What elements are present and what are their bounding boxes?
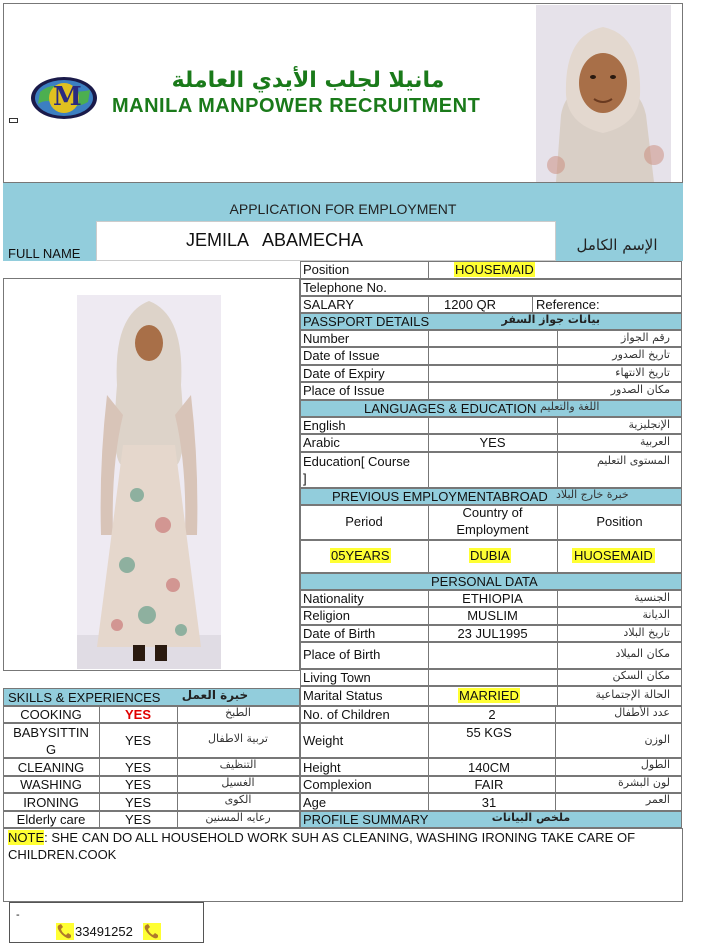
weight-arabic: الوزن (644, 733, 670, 746)
arabic-arabic: العربية (639, 435, 670, 448)
skill-elderly-value: YES (124, 812, 151, 827)
portrait-photo (536, 5, 671, 182)
company-name-english: MANILA MANPOWER RECRUITMENT (112, 95, 481, 117)
english-label: English (303, 418, 346, 433)
education-label: Education[ Course (303, 454, 410, 469)
english-arabic: الإنجليزية (628, 418, 670, 431)
profile-summary-label: PROFILE SUMMARY (303, 812, 429, 827)
skill-cooking-label: COOKING (20, 707, 82, 722)
note-label: NOTE (8, 830, 45, 845)
religion-value: MUSLIM (467, 608, 518, 623)
religion-label: Religion (303, 608, 350, 623)
company-name-arabic: مانيلا لجلب الأيدي العاملة (171, 68, 445, 93)
full-name-value: JEMILA ABAMECHA (186, 230, 364, 250)
skill-ironing-arabic: الكوى (224, 793, 252, 806)
arabic-value: YES (479, 435, 506, 450)
logo-letter: M (53, 82, 82, 112)
date-of-expiry-arabic: تاريخ الانتهاء (615, 366, 670, 379)
date-of-expiry-label: Date of Expiry (303, 366, 385, 381)
education-arabic: المستوى التعليم (596, 454, 670, 467)
height-arabic: الطول (640, 758, 670, 771)
passport-header-label: PASSPORT DETAILS (303, 314, 430, 329)
previous-employment-arabic: خبرة خارج البلاد (556, 488, 629, 501)
salary-label: SALARY (303, 297, 355, 312)
nationality-arabic: الجنسية (634, 591, 670, 604)
phone-icon (56, 923, 74, 940)
period-column-header: Period (345, 514, 383, 529)
note-body: : SHE CAN DO ALL HOUSEHOLD WORK SUH AS CLEANING, WASHING IRONING TAKE CARE OF CHILDREN.COOK (8, 830, 636, 862)
age-label: Age (303, 795, 327, 810)
skill-elderly-arabic: رعايه المسنين (205, 811, 271, 824)
skill-washing-value: YES (124, 777, 151, 792)
children-arabic: عدد الأطفال (614, 706, 670, 719)
nationality-value: ETHIOPIA (462, 591, 523, 606)
place-of-issue-arabic: مكان الصدور (610, 383, 670, 396)
languages-header-label: LANGUAGES & EDUCATION (364, 401, 537, 416)
reference-label: Reference: (536, 297, 600, 312)
complexion-arabic: لون البشرة (618, 776, 670, 789)
date-of-issue-label: Date of Issue (303, 348, 380, 363)
position-column-header: Position (596, 514, 643, 529)
place-of-issue-label: Place of Issue (303, 383, 385, 398)
marital-status-arabic: الحالة الإجتماعية (595, 688, 670, 701)
place-of-birth-arabic: مكان الميلاد (615, 647, 670, 660)
complexion-value: FAIR (474, 777, 504, 792)
height-label: Height (303, 760, 341, 775)
logo (30, 76, 98, 120)
position-history-value: HUOSEMAID (574, 548, 653, 563)
religion-arabic: الديانة (642, 608, 670, 621)
children-label: No. of Children (303, 707, 390, 722)
height-value: 140CM (468, 760, 510, 775)
full-name-label-arabic: الإسم الكامل (576, 236, 658, 254)
telephone-label: Telephone No. (303, 280, 387, 295)
age-arabic: العمر (645, 793, 670, 806)
languages-header-arabic: اللغة والتعليم (540, 400, 600, 413)
skills-header-label: SKILLS & EXPERIENCES (8, 690, 161, 705)
skill-cooking-arabic: الطبخ (225, 706, 251, 719)
skill-washing-label: WASHING (20, 777, 82, 792)
skill-elderly-label: Elderly care (16, 812, 86, 827)
phone-number: 33491252 (75, 924, 133, 939)
skill-babysitting-value: YES (124, 733, 151, 748)
salary-value: 1200 QR (444, 297, 497, 312)
place-of-birth-label: Place of Birth (303, 647, 381, 662)
profile-summary-arabic: ملخص البيانات (491, 811, 571, 824)
skill-cleaning-label: CLEANING (17, 760, 85, 775)
skill-babysitting-arabic: تربية الاطفال (208, 732, 268, 745)
skill-cleaning-arabic: التنظيف (219, 758, 257, 771)
date-of-birth-arabic: تاريخ البلاد (623, 626, 670, 639)
age-value: 31 (481, 795, 497, 810)
education-label-bracket: ] (303, 471, 307, 486)
skill-babysitting-label: BABYSITTIN (13, 725, 89, 740)
skills-header-arabic: خبرة العمل (181, 688, 249, 702)
date-of-issue-arabic: تاريخ الصدور (612, 348, 670, 361)
skill-cleaning-value: YES (124, 760, 151, 775)
skill-ironing-label: IRONING (23, 795, 79, 810)
country-column-header: Country of (462, 505, 523, 520)
skill-ironing-value: YES (124, 795, 151, 810)
marital-status-value: MARRIED (459, 688, 519, 703)
form-title: APPLICATION FOR EMPLOYMENT (229, 201, 457, 217)
living-town-arabic: مكان السكن (612, 669, 670, 682)
date-of-birth-label: Date of Birth (303, 626, 376, 641)
small-checkbox-mark (9, 118, 18, 123)
weight-value: 55 KGS (466, 725, 512, 740)
passport-number-label: Number (303, 331, 350, 346)
country-column-header-2: Employment (456, 522, 529, 537)
period-value: 05YEARS (331, 548, 390, 563)
phone-icon (143, 923, 161, 940)
position-value: HOUSEMAID (455, 262, 534, 277)
passport-header-arabic: بيانات جواز السفر (501, 313, 600, 326)
skill-washing-arabic: الغسيل (221, 776, 255, 789)
arabic-label: Arabic (303, 435, 340, 450)
skill-cooking-value: YES (124, 707, 151, 722)
full-body-photo (77, 295, 221, 669)
country-value: DUBIA (470, 548, 510, 563)
personal-data-label: PERSONAL DATA (431, 574, 538, 589)
previous-employment-label: PREVIOUS EMPLOYMENTABROAD (332, 489, 548, 504)
position-label: Position (303, 262, 350, 277)
note-text (8, 829, 676, 863)
children-value: 2 (488, 707, 496, 722)
marital-status-label: Marital Status (303, 688, 383, 703)
passport-number-arabic: رقم الجواز (621, 331, 670, 344)
living-town-label: Living Town (303, 670, 371, 685)
full-name-label: FULL NAME (8, 246, 81, 261)
footer-dash: - (16, 909, 20, 921)
date-of-birth-value: 23 JUL1995 (457, 626, 528, 641)
skill-babysitting-label-2: G (45, 742, 57, 757)
weight-label: Weight (303, 733, 344, 748)
nationality-label: Nationality (303, 591, 364, 606)
complexion-label: Complexion (303, 777, 372, 792)
